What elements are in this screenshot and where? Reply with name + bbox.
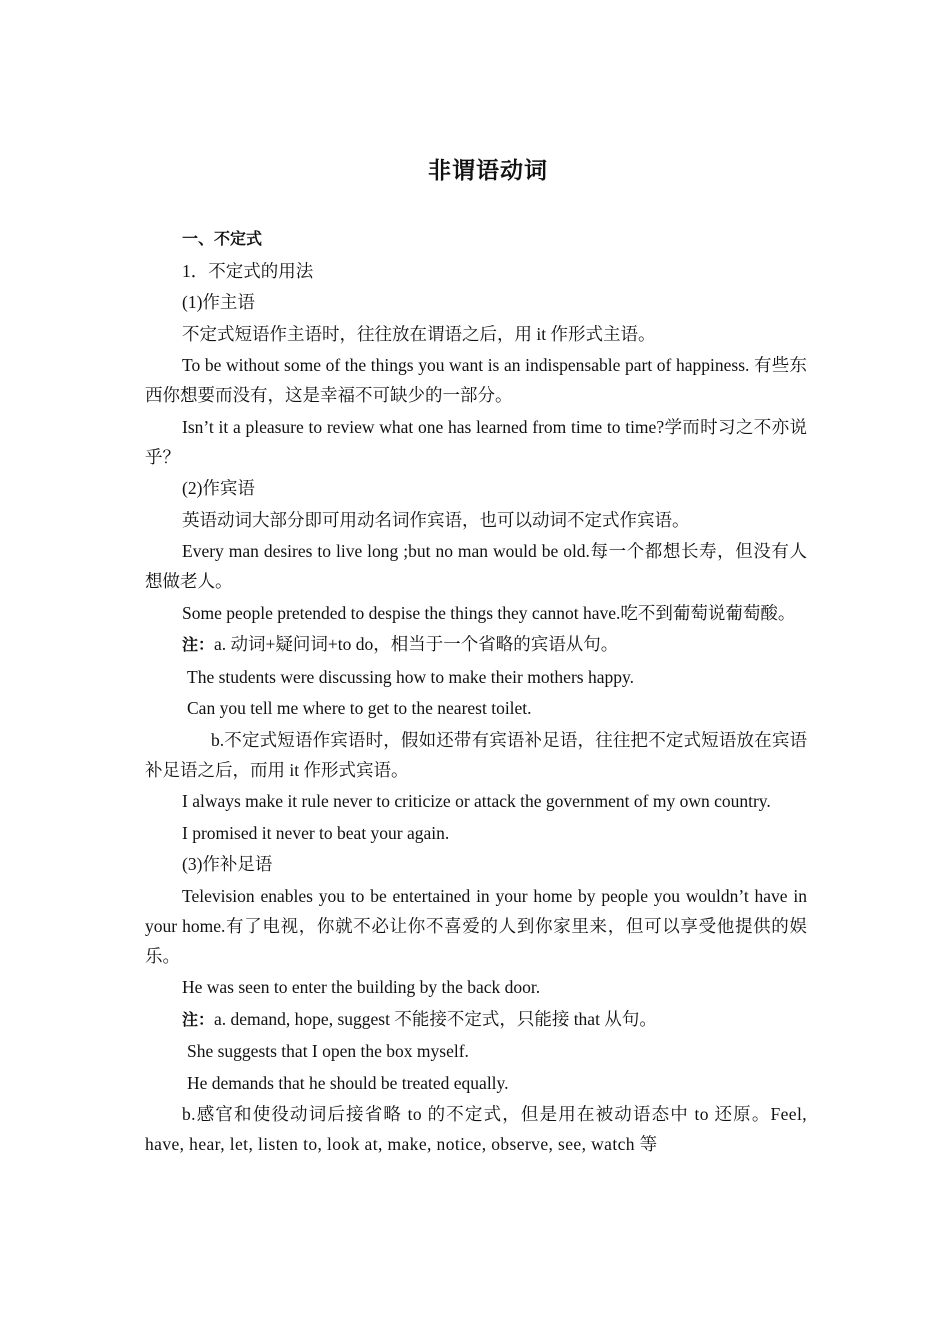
- paragraph: b.感官和使役动词后接省略 to 的不定式，但是用在被动语态中 to 还原。Feel, have, hear, let, listen to, look at, make, notice, observe, see, watch 等: [145, 1104, 807, 1154]
- example-sentence: To be without some of the things you want is an indispensable part of happiness. 有些东西你想要而没有，这是幸福不可缺少的一部分。: [145, 355, 807, 405]
- example-sentence: He demands that he should be treated equally.: [187, 1072, 509, 1093]
- page-title: 非谓语动词: [428, 158, 548, 184]
- example-sentence: She suggests that I open the box myself.: [187, 1041, 469, 1061]
- note: [145, 1004, 807, 1035]
- subsection-heading: (2)作宾语: [182, 478, 255, 498]
- subsection-heading: 1．不定式的用法: [182, 260, 314, 281]
- note-label: 注：: [182, 635, 215, 654]
- subsection-heading: (3)作补足语: [182, 854, 273, 874]
- note: [145, 629, 807, 660]
- example-sentence: Isn’t it a pleasure to review what one has learned from time to time?学而时习之不亦说乎？: [145, 416, 807, 467]
- note-text: a. 动词+疑问词+to do，相当于一个省略的宾语从句。: [214, 634, 619, 654]
- paragraph: 不定式短语作主语时，往往放在谓语之后，用 it 作形式主语。: [182, 323, 656, 344]
- example-sentence: Television enables you to be entertained in your home by people you wouldn’t have in your home.有了电视，你就不必让你不喜爱的人到你家里来，但可以享受他提供的娱乐。: [145, 885, 807, 966]
- paragraph: b.不定式短语作宾语时，假如还带有宾语补足语，往往把不定式短语放在宾语补足语之后，而用 it 作形式宾语。: [145, 729, 807, 780]
- section-heading: 一、不定式: [182, 229, 263, 248]
- note-text: a. demand, hope, suggest 不能接不定式，只能接 that 从句。: [214, 1008, 657, 1029]
- example-sentence: The students were discussing how to make their mothers happy.: [187, 666, 634, 687]
- document-body: [145, 224, 807, 1161]
- paragraph: 英语动词大部分即可用动名词作宾语，也可以动词不定式作宾语。: [182, 509, 690, 530]
- example-sentence: Some people pretended to despise the things they cannot have.吃不到葡萄说葡萄酸。: [182, 602, 796, 623]
- example-sentence: He was seen to enter the building by the back door.: [182, 977, 541, 997]
- example-sentence: I always make it rule never to criticize or attack the government of my own country.: [182, 791, 771, 811]
- example-sentence: I promised it never to beat your again.: [182, 822, 450, 843]
- example-sentence: Every man desires to live long ;but no man would be old.每一个都想长寿，但没有人想做老人。: [145, 541, 807, 591]
- note-label: 注：: [182, 1009, 215, 1029]
- subsection-heading: (1)作主语: [182, 292, 255, 312]
- example-sentence: Can you tell me where to get to the nearest toilet.: [187, 698, 532, 718]
